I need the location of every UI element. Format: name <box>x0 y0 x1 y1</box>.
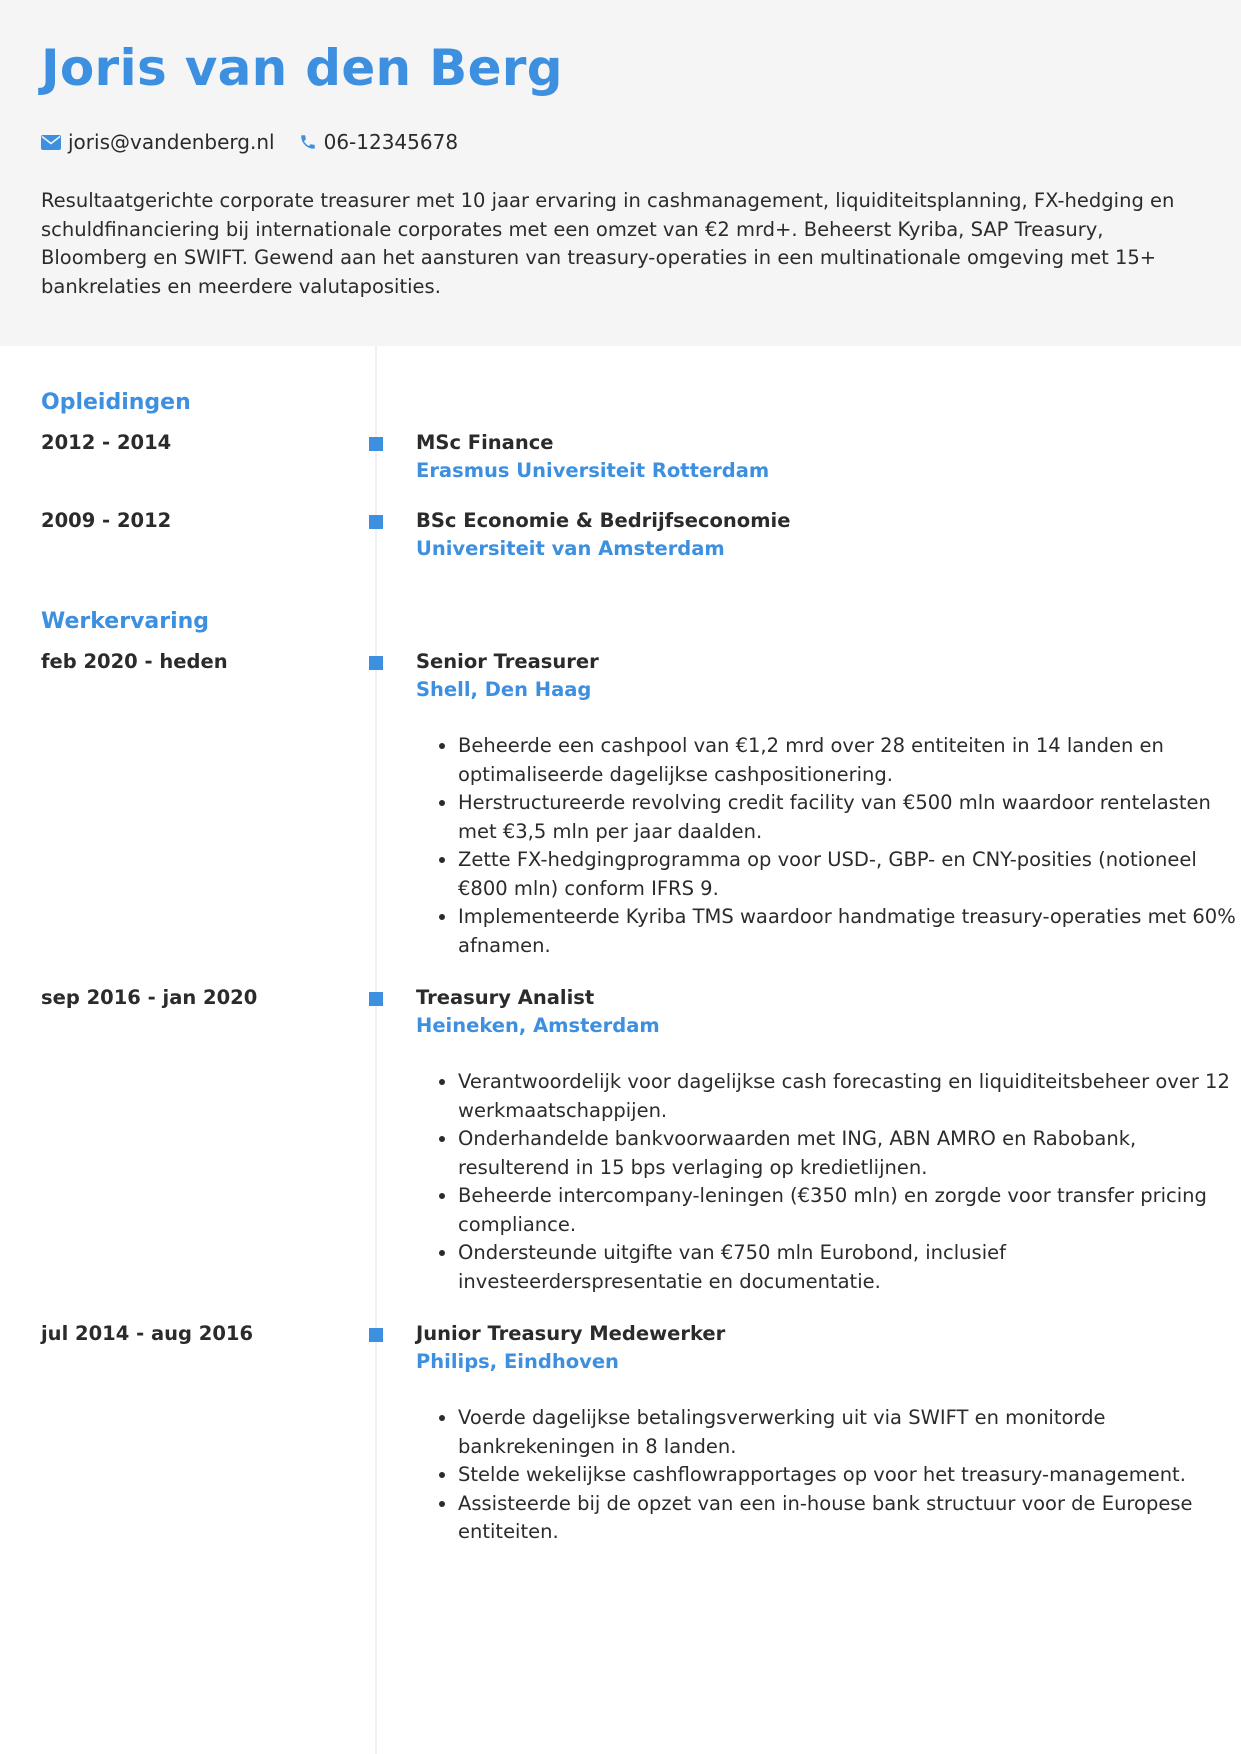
job-title: Treasury Analist <box>416 986 595 1009</box>
achievement-list <box>416 1404 1241 1547</box>
header <box>0 0 1241 346</box>
school-name: Erasmus Universiteit Rotterdam <box>416 459 770 482</box>
experience-date: sep 2016 - jan 2020 <box>41 986 258 1009</box>
degree-title: BSc Economie & Bedrijfseconomie <box>416 509 791 532</box>
company-name: Heineken, Amsterdam <box>416 1014 660 1037</box>
phone-text: 06-12345678 <box>323 130 459 154</box>
achievement-item: • Ondersteunde uitgifte van €750 mln Eurobond, inclusief investeerderspresentatie en documentatie. <box>458 1239 1241 1296</box>
envelope-icon <box>41 135 61 150</box>
achievement-item: • Onderhandelde bankvoorwaarden met ING, ABN AMRO en Rabobank, resulterend in 15 bps verlaging op kredietlijnen. <box>458 1125 1241 1182</box>
achievement-item: • Implementeerde Kyriba TMS waardoor handmatige treasury-operaties met 60% afnamen. <box>458 903 1241 960</box>
degree-title: MSc Finance <box>416 431 554 454</box>
achievement-list <box>416 732 1241 960</box>
timeline-marker <box>369 437 383 451</box>
timeline-marker <box>369 992 383 1006</box>
profile-summary: Resultaatgerichte corporate treasurer met 10 jaar ervaring in cashmanagement, liquiditeitsplanning, FX-hedging en schuldfinanciering bij internationale corporates met een omzet van €2 mrd+. Beheerst Kyriba, SAP Treasury, Bloomberg en SWIFT. Gewend aan het aansturen van treasury-operaties in een multinationale omgeving met 15+ bankrelaties en meerdere valutaposities. <box>41 189 1175 298</box>
timeline-marker <box>369 515 383 529</box>
achievement-item: • Voerde dagelijkse betalingsverwerking uit via SWIFT en monitorde bankrekeningen in 8 landen. <box>458 1404 1241 1461</box>
achievement-item: • Verantwoordelijk voor dagelijkse cash forecasting en liquiditeitsbeheer over 12 werkmaatschappijen. <box>458 1068 1241 1125</box>
experience-date: feb 2020 - heden <box>41 650 228 673</box>
email-text: joris@vandenberg.nl <box>68 130 275 154</box>
achievement-item: • Stelde wekelijkse cashflowrapportages op voor het treasury-management. <box>458 1461 1241 1490</box>
school-name: Universiteit van Amsterdam <box>416 537 725 560</box>
phone-contact[interactable] <box>299 130 458 154</box>
phone-icon <box>299 133 317 151</box>
contact-info <box>41 128 482 156</box>
education-date: 2009 - 2012 <box>41 509 172 532</box>
achievement-item: • Herstructureerde revolving credit facility van €500 mln waardoor rentelasten met €3,5 mln per jaar daalden. <box>458 789 1241 846</box>
job-title: Senior Treasurer <box>416 650 599 673</box>
candidate-name: Joris van den Berg <box>41 39 563 97</box>
timeline-marker <box>369 656 383 670</box>
achievement-item: • Beheerde intercompany-leningen (€350 mln) en zorgde voor transfer pricing compliance. <box>458 1182 1241 1239</box>
achievement-item: • Assisteerde bij de opzet van een in-house bank structuur voor de Europese entiteiten. <box>458 1490 1241 1547</box>
experience-heading: Werkervaring <box>41 609 210 634</box>
email-contact[interactable] <box>41 130 275 154</box>
job-title: Junior Treasury Medewerker <box>416 1322 726 1345</box>
company-name: Shell, Den Haag <box>416 678 592 701</box>
education-heading: Opleidingen <box>41 390 191 415</box>
company-name: Philips, Eindhoven <box>416 1350 619 1373</box>
experience-date: jul 2014 - aug 2016 <box>41 1322 254 1345</box>
timeline-divider <box>375 346 377 1754</box>
achievement-list <box>416 1068 1241 1296</box>
achievement-item: • Beheerde een cashpool van €1,2 mrd over 28 entiteiten in 14 landen en optimaliseerde dagelijkse cashpositionering. <box>458 732 1241 789</box>
achievement-item: • Zette FX-hedgingprogramma op voor USD-, GBP- en CNY-posities (notioneel €800 mln) conform IFRS 9. <box>458 846 1241 903</box>
timeline-marker <box>369 1328 383 1342</box>
education-date: 2012 - 2014 <box>41 431 172 454</box>
